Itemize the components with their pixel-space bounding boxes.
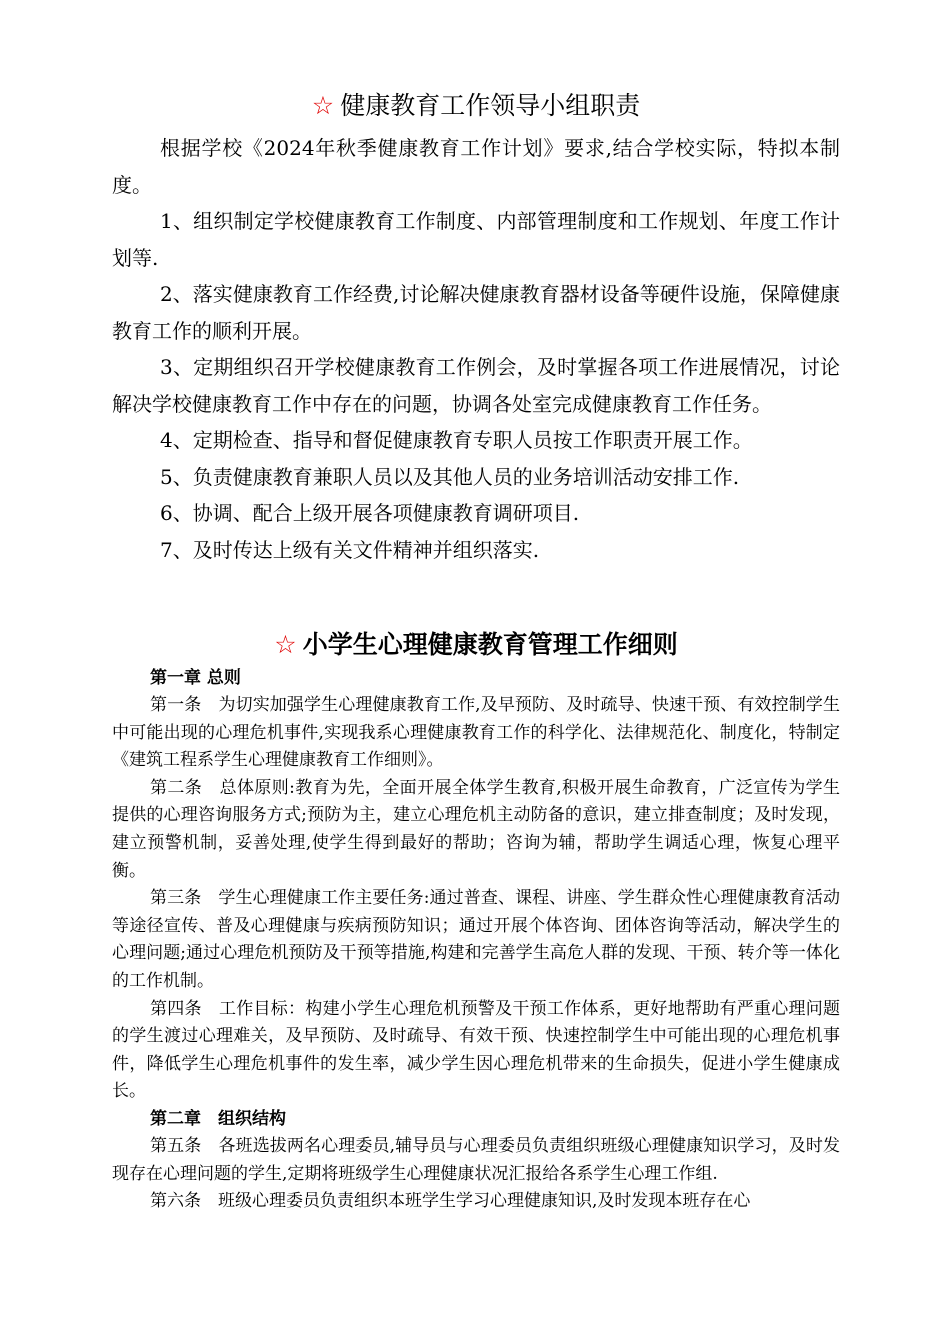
article-2: 第二条 总体原则:教育为先，全面开展全体学生教育,积极开展生命教育，广泛宣传为学生提供的心理咨询服务方式;预防为主，建立心理危机主动防备的意识，建立排查制度；及时发现，建立预警机制，妥善处理,使学生得到最好的帮助；咨询为辅，帮助学生调适心理，恢复心理平衡。 <box>112 777 840 881</box>
section1-intro: 根据学校《2024年秋季健康教育工作计划》要求,结合学校实际，特拟本制度。 <box>112 136 840 197</box>
duty-item-5: 5、负责健康教育兼职人员以及其他人员的业务培训活动安排工作. <box>160 464 740 489</box>
section1-title-text: 健康教育工作领导小组职责 <box>340 91 641 120</box>
duty-item-6: 6、协调、配合上级开展各项健康教育调研项目. <box>160 501 580 525</box>
article-4: 第四条 工作目标：构建小学生心理危机预警及干预工作体系，更好地帮助有严重心理问题的学生渡过心理难关，及早预防、及时疏导、有效干预、快速控制学生中可能出现的心理危机事件，降低学生心理危机事件的发生率，减少学生因心理危机带来的生命损失，促进小学生健康成长。 <box>112 998 840 1102</box>
chapter-1-heading: 第一章 总则 <box>150 668 241 688</box>
duty-item-1: 1、组织制定学校健康教育工作制度、内部管理制度和工作规划、年度工作计划等. <box>112 209 840 270</box>
article-5: 第五条 各班选拔两名心理委员,辅导员与心理委员负责组织班级心理健康知识学习，及时发现存在心理问题的学生,定期将班级学生心理健康状况汇报给各系学生心理工作组. <box>112 1135 840 1184</box>
duty-item-3: 3、定期组织召开学校健康教育工作例会，及时掌握各项工作进展情况，讨论解决学校健康教育工作中存在的问题，协调各处室完成健康教育工作任务。 <box>112 355 840 416</box>
section2-title <box>112 625 840 665</box>
chapter-2-heading: 第二章 组织结构 <box>150 1108 286 1129</box>
article-6: 第六条 班级心理委员负责组织本班学生学习心理健康知识,及时发现本班存在心 <box>150 1191 751 1212</box>
duty-item-4: 4、定期检查、指导和督促健康教育专职人员按工作职责开展工作。 <box>160 428 753 452</box>
section-mental-health-rules <box>112 625 840 1216</box>
article-1: 第一条 为切实加强学生心理健康教育工作,及早预防、及时疏导、快速干预、有效控制学生中可能出现的心理危机事件,实现我系心理健康教育工作的科学化、法律规范化、制度化，特制定《建筑工程系学生心理健康教育工作细则》。 <box>112 695 840 771</box>
duty-item-7: 7、及时传达上级有关文件精神并组织落实. <box>160 537 540 562</box>
section-leadership-duties <box>112 86 840 568</box>
star-icon: ☆ <box>311 91 335 120</box>
section2-title-text: 小学生心理健康教育管理工作细则 <box>302 630 678 659</box>
section1-title <box>112 86 840 126</box>
star-icon: ☆ <box>274 630 297 659</box>
article-3: 第三条 学生心理健康工作主要任务:通过普查、课程、讲座、学生群众性心理健康教育活动等途径宣传、普及心理健康与疾病预防知识；通过开展个体咨询、团体咨询等活动，解决学生的心理问题;通过心理危机预防及干预等措施,构建和完善学生高危人群的发现、干预、转介等一体化的工作机制。 <box>112 888 840 991</box>
duty-item-2: 2、落实健康教育工作经费,讨论解决健康教育器材设备等硬件设施，保障健康教育工作的顺利开展。 <box>112 282 840 343</box>
